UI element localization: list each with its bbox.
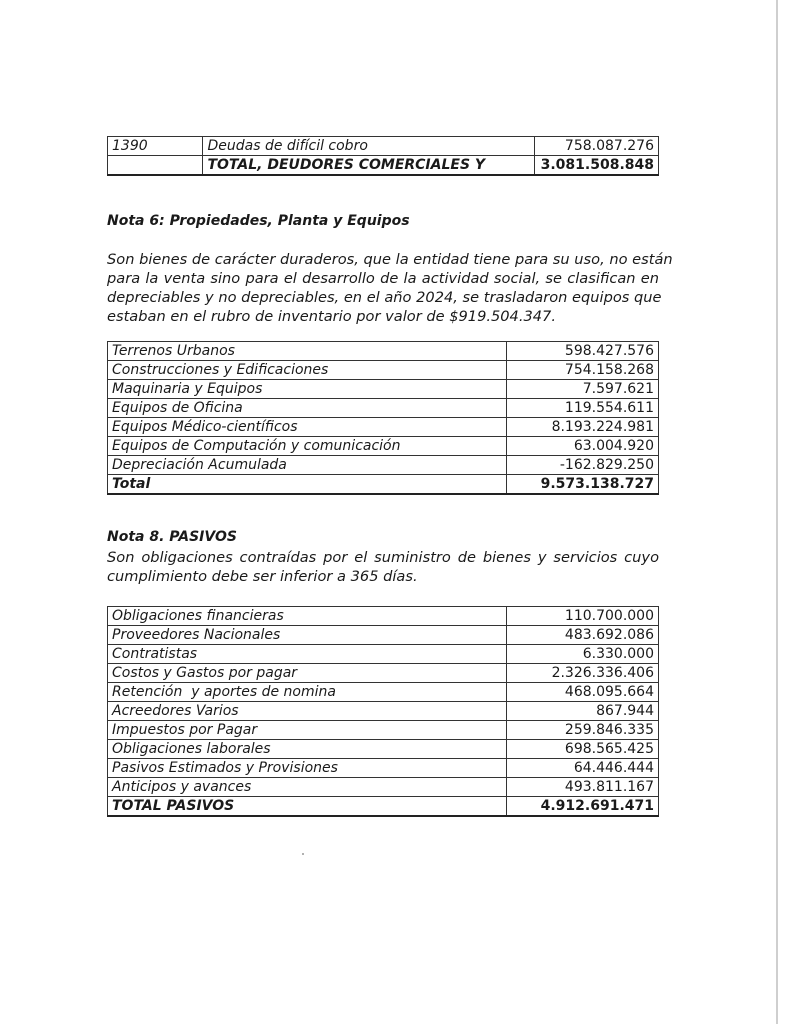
item-value: 64.446.444 [507, 759, 659, 778]
item-label: Equipos Médico-científicos [108, 418, 507, 437]
item-label: Depreciación Acumulada [108, 456, 507, 475]
paragraph-line: cumplimiento debe ser inferior a 365 días. [107, 568, 418, 585]
table-row [108, 740, 659, 759]
nota8-heading: Nota 8. PASIVOS [107, 529, 237, 545]
nota8-table [107, 606, 659, 817]
table-row [108, 702, 659, 721]
item-value: 259.846.335 [507, 721, 659, 740]
item-label: Equipos de Computación y comunicación [108, 437, 507, 456]
item-value: 8.193.224.981 [507, 418, 659, 437]
nota8-paragraph [107, 548, 659, 586]
table-row [108, 664, 659, 683]
table-row [108, 645, 659, 664]
item-label: Pasivos Estimados y Provisiones [108, 759, 507, 778]
item-value: 119.554.611 [507, 399, 659, 418]
table-row [108, 361, 659, 380]
total-label: Total [108, 475, 507, 495]
item-label: Costos y Gastos por pagar [108, 664, 507, 683]
item-value: 63.004.920 [507, 437, 659, 456]
paragraph-line: Son bienes de carácter duraderos, que la entidad tiene para su uso, no están [107, 251, 673, 268]
table-row [108, 342, 659, 361]
table-total-row [108, 156, 659, 176]
total-value: 4.912.691.471 [507, 797, 659, 817]
table-row [108, 721, 659, 740]
total-label: TOTAL PASIVOS [108, 797, 507, 817]
item-value: 468.095.664 [507, 683, 659, 702]
nota6-paragraph [107, 250, 673, 326]
item-value: 698.565.425 [507, 740, 659, 759]
table-row [108, 607, 659, 626]
item-value: 7.597.621 [507, 380, 659, 399]
table-row [108, 683, 659, 702]
item-label: Impuestos por Pagar [108, 721, 507, 740]
table-row [108, 778, 659, 797]
account-label: Deudas de difícil cobro [203, 137, 535, 156]
item-label: Anticipos y avances [108, 778, 507, 797]
table-row [108, 456, 659, 475]
item-value: 754.158.268 [507, 361, 659, 380]
item-value: 6.330.000 [507, 645, 659, 664]
item-value: -162.829.250 [507, 456, 659, 475]
table-row [108, 137, 659, 156]
table-row [108, 399, 659, 418]
scan-speck [302, 853, 304, 855]
item-label: Acreedores Varios [108, 702, 507, 721]
item-label: Proveedores Nacionales [108, 626, 507, 645]
paragraph-line: Son obligaciones contraídas por el suministro de bienes y servicios cuyo [107, 549, 659, 566]
table-row [108, 437, 659, 456]
account-code [108, 156, 203, 176]
item-value: 483.692.086 [507, 626, 659, 645]
table-total-row [108, 475, 659, 495]
table-total-row [108, 797, 659, 817]
item-label: Contratistas [108, 645, 507, 664]
total-value: 9.573.138.727 [507, 475, 659, 495]
item-label: Obligaciones financieras [108, 607, 507, 626]
item-value: 2.326.336.406 [507, 664, 659, 683]
account-value: 3.081.508.848 [535, 156, 659, 176]
paragraph-line: depreciables y no depreciables, en el año 2024, se trasladaron equipos que [107, 289, 662, 306]
table-row [108, 626, 659, 645]
nota6-table [107, 341, 659, 495]
paragraph-line: para la venta sino para el desarrollo de la actividad social, se clasifican en [107, 270, 659, 287]
nota6-heading: Nota 6: Propiedades, Planta y Equipos [107, 213, 410, 229]
item-label: Retención y aportes de nomina [108, 683, 507, 702]
item-label: Terrenos Urbanos [108, 342, 507, 361]
account-label: TOTAL, DEUDORES COMERCIALES Y [203, 156, 535, 176]
table-row [108, 418, 659, 437]
item-value: 598.427.576 [507, 342, 659, 361]
item-label: Equipos de Oficina [108, 399, 507, 418]
item-value: 867.944 [507, 702, 659, 721]
deudores-table [107, 136, 659, 176]
paragraph-line: estaban en el rubro de inventario por valor de $919.504.347. [107, 308, 556, 325]
table-row [108, 759, 659, 778]
account-code: 1390 [108, 137, 203, 156]
item-value: 493.811.167 [507, 778, 659, 797]
item-label: Maquinaria y Equipos [108, 380, 507, 399]
account-value: 758.087.276 [535, 137, 659, 156]
scan-page-edge [776, 0, 778, 1024]
item-label: Obligaciones laborales [108, 740, 507, 759]
table-row [108, 380, 659, 399]
item-label: Construcciones y Edificaciones [108, 361, 507, 380]
item-value: 110.700.000 [507, 607, 659, 626]
